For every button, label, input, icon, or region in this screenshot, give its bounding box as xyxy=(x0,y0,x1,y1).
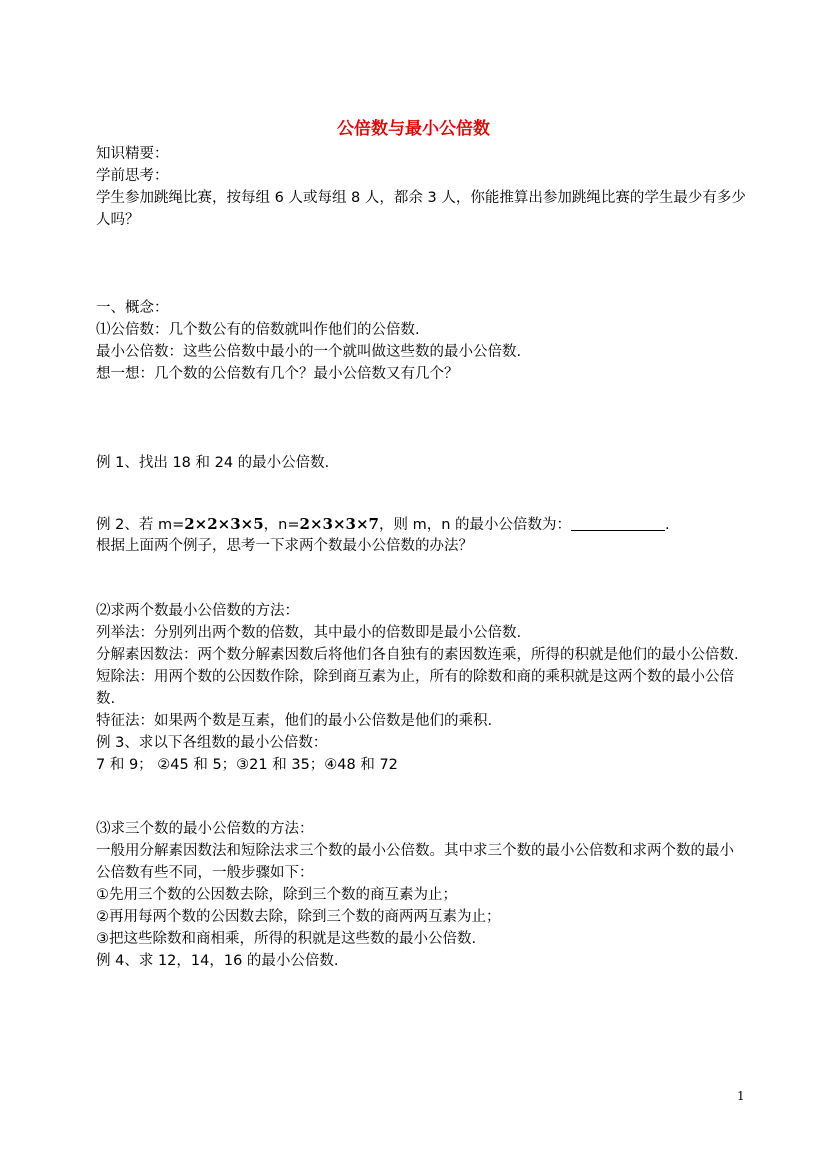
example-1: 例 1、找出 18 和 24 的最小公倍数. xyxy=(96,455,330,471)
n-expression: 2×3×3×7 xyxy=(299,515,379,533)
heading-three-numbers: ⑶求三个数的最小公倍数的方法： xyxy=(96,821,314,837)
think-question: 想一想：几个数的公倍数有几个？最小公倍数又有几个？ xyxy=(96,366,459,382)
method-listing: 列举法：分别列出两个数的倍数，其中最小的倍数即是最小公倍数. xyxy=(96,625,522,641)
example-2-prefix: 例 2、若 m= xyxy=(96,517,185,533)
three-numbers-intro-cont: 公倍数有些不同，一般步骤如下： xyxy=(96,865,314,881)
example-2-end: . xyxy=(665,517,670,533)
reflection-question: 根据上面两个例子，思考一下求两个数最小公倍数的办法？ xyxy=(96,538,473,554)
example-2 xyxy=(96,514,670,535)
example-3: 例 3、求以下各组数的最小公倍数： xyxy=(96,735,328,751)
method-feature: 特征法：如果两个数是互素，他们的最小公倍数是他们的乘积. xyxy=(96,713,493,729)
method-factorization: 分解素因数法：两个数分解素因数后将他们各自独有的素因数连乘，所得的积就是他们的最小公倍数. xyxy=(96,647,739,663)
step-3: ③把这些除数和商相乘，所得的积就是这些数的最小公倍数. xyxy=(96,931,477,947)
example-3-items: 7 和 9； ②45 和 5；③21 和 35；④48 和 72 xyxy=(96,757,398,773)
m-expression: 2×2×3×5 xyxy=(184,515,264,533)
three-numbers-intro: 一般用分解素因数法和短除法求三个数的最小公倍数。其中求三个数的最小公倍数和求两个数的最小 xyxy=(96,843,734,859)
step-2: ②再用每两个数的公因数去除，除到三个数的商两两互素为止； xyxy=(96,909,501,925)
example-4: 例 4、求 12，14，16 的最小公倍数. xyxy=(96,953,339,969)
page-number: 1 xyxy=(737,1089,745,1103)
def-lcm: 最小公倍数：这些公倍数中最小的一个就叫做这些数的最小公倍数. xyxy=(96,344,522,360)
method-short-division-cont: 数. xyxy=(96,691,116,707)
section-knowledge: 知识精要： xyxy=(96,146,169,162)
problem-text-cont: 人吗？ xyxy=(96,212,140,228)
page-title: 公倍数与最小公倍数 xyxy=(337,119,490,139)
problem-text: 学生参加跳绳比赛，按每组 6 人或每组 8 人，都余 3 人，你能推算出参加跳绳比赛的学生最少有多少 xyxy=(96,190,746,206)
step-1: ①先用三个数的公因数去除，除到三个数的商互素为止； xyxy=(96,887,457,903)
example-2-mid: ，n= xyxy=(263,517,300,533)
method-short-division: 短除法：用两个数的公因数作除，除到商互素为止，所有的除数和商的乘积就是这两个数的最小公倍 xyxy=(96,669,734,685)
def-common-multiple: ⑴公倍数：几个数公有的倍数就叫作他们的公倍数. xyxy=(96,322,420,338)
heading-concepts: 一、概念： xyxy=(96,300,169,316)
example-2-suffix: ，则 m，n 的最小公倍数为： xyxy=(378,517,572,533)
section-preview: 学前思考： xyxy=(96,168,169,184)
answer-blank xyxy=(571,516,665,531)
heading-two-numbers: ⑵求两个数最小公倍数的方法： xyxy=(96,603,299,619)
